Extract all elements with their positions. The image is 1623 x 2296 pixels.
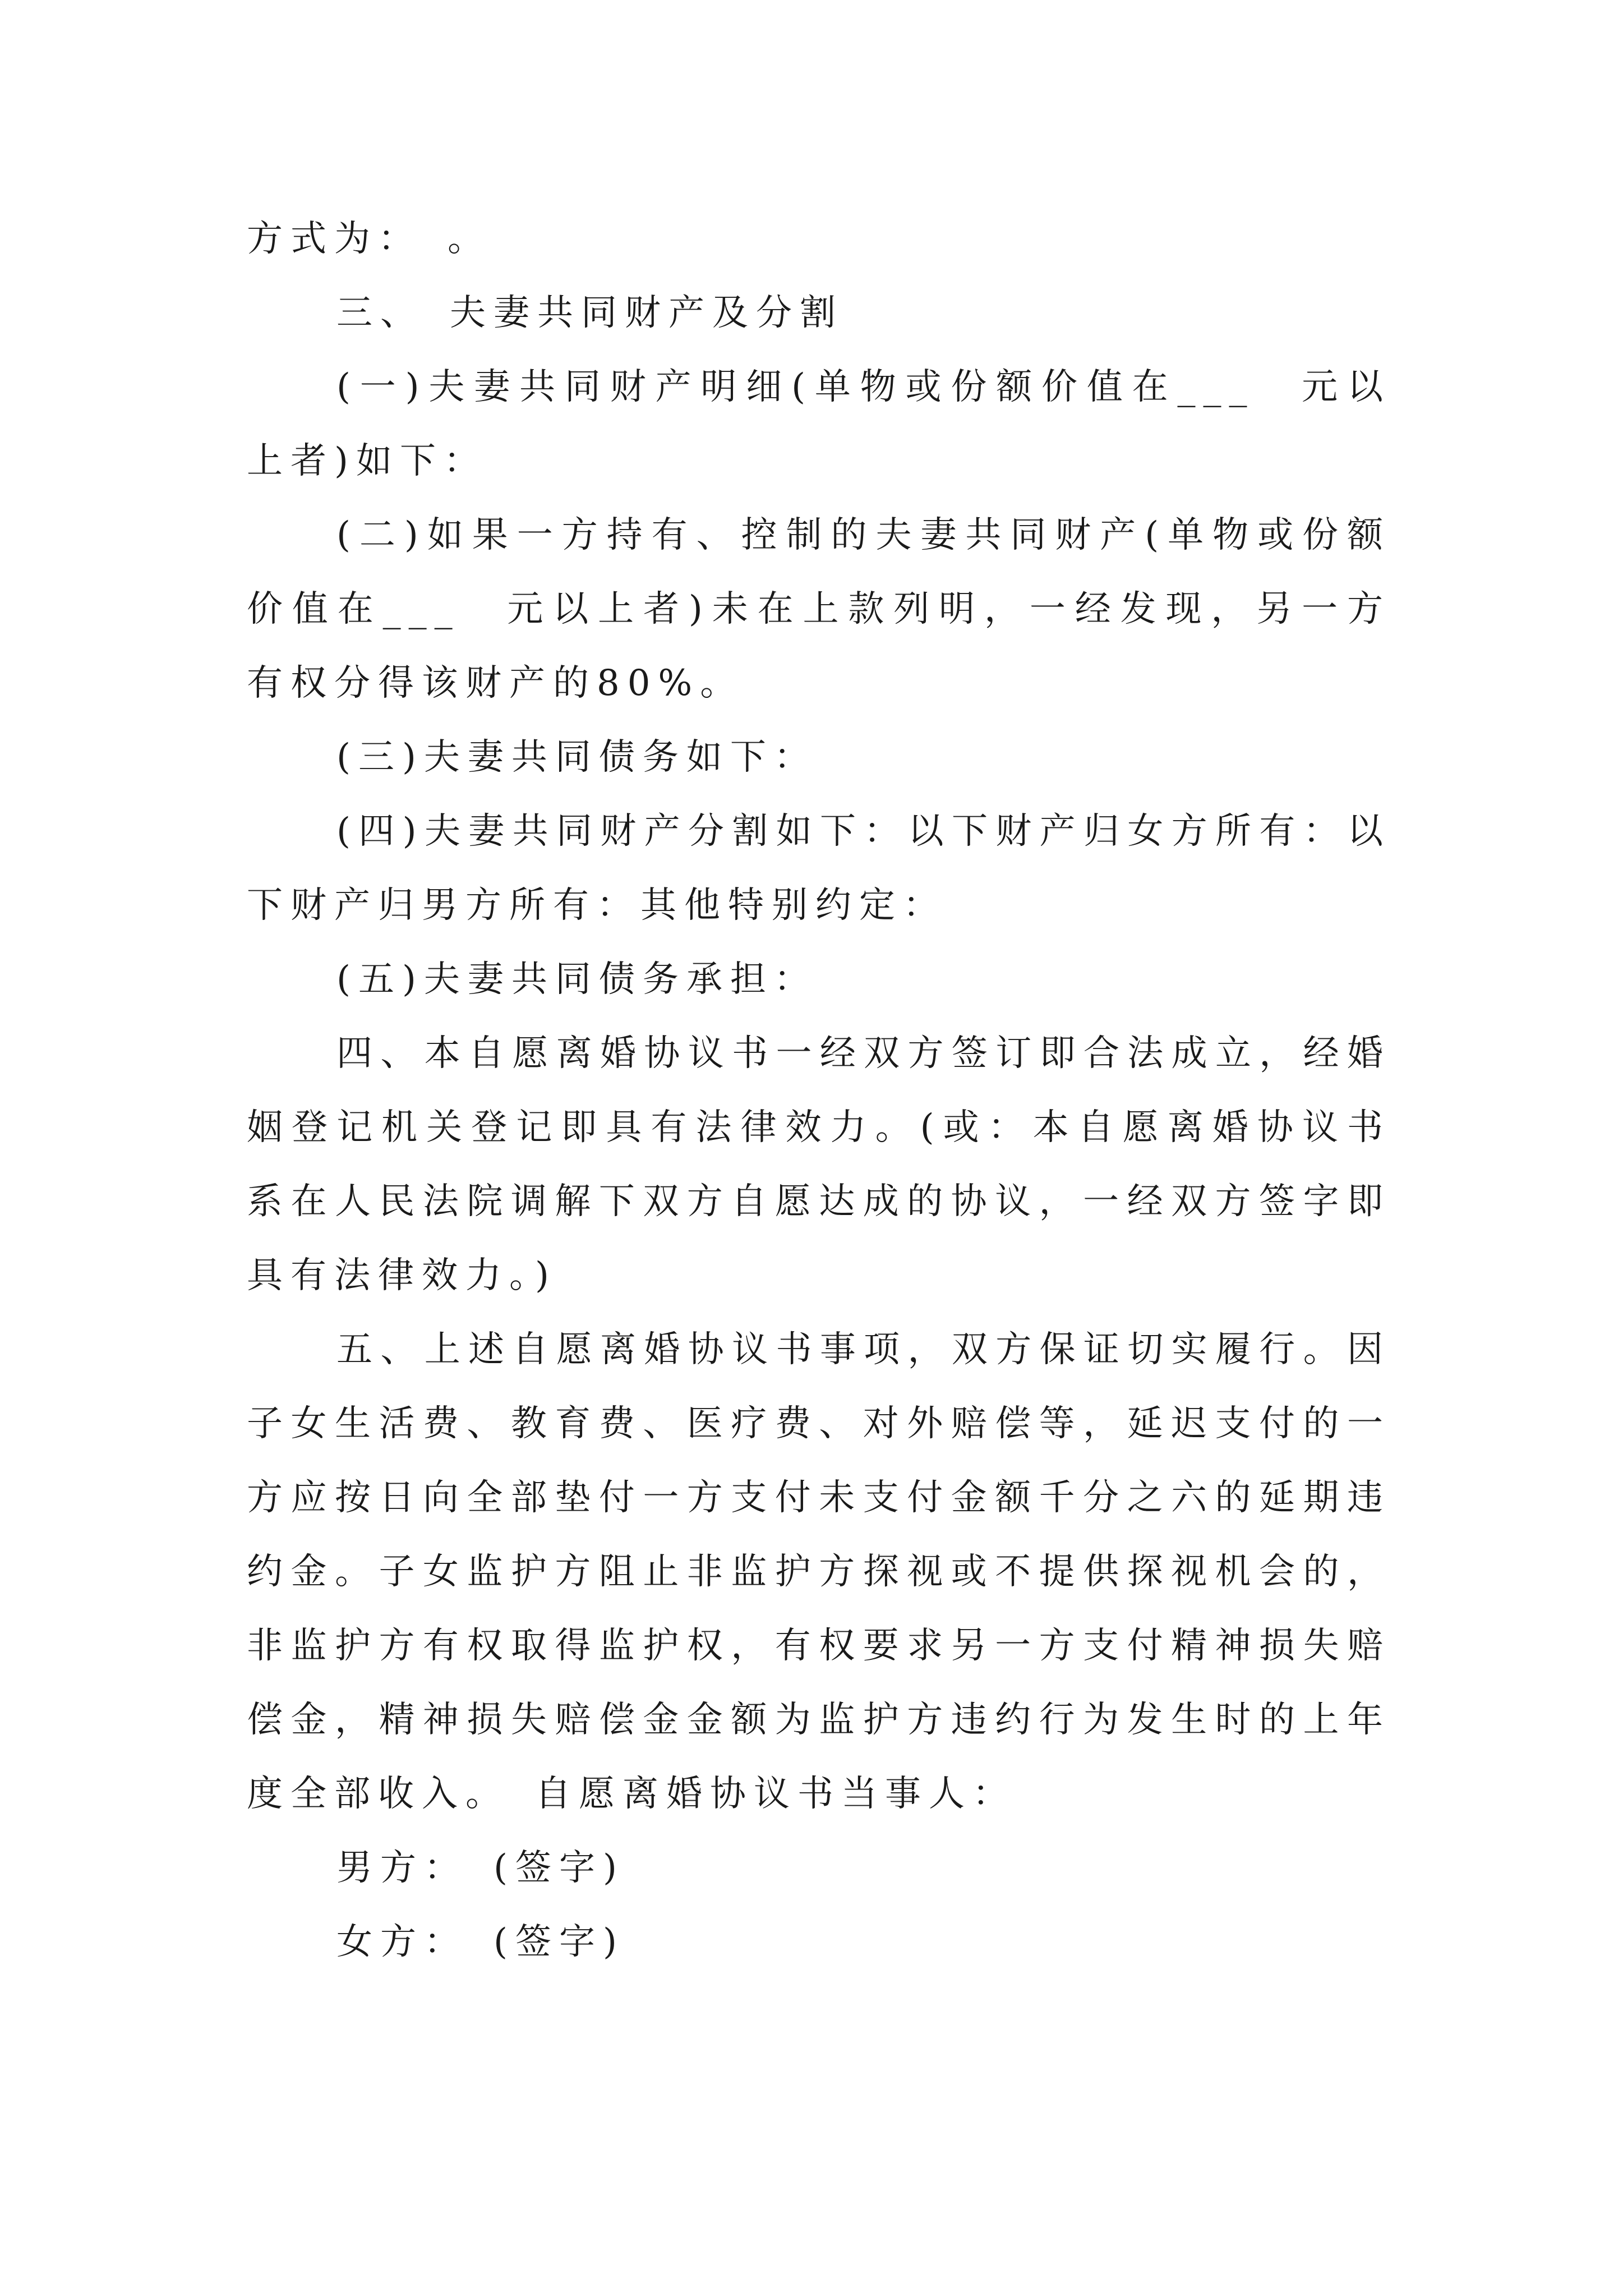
paragraph-joint-debts: (三)夫妻共同债务如下： (336, 737, 818, 778)
document-body (247, 202, 1391, 1979)
paragraph-legal-effect: 四、本自愿离婚协议书一经双方签订即合法成立，经婚姻登记机关登记即具有法律效力。(或：本自愿离婚协议书系在人民法院调解下双方自愿达成的协议，一经双方签字即具有法律效力。) (247, 1033, 1391, 1296)
signature-line-female: 女方： (签字) (336, 1921, 625, 1963)
paragraph-performance: 五、上述自愿离婚协议书事项，双方保证切实履行。因子女生活费、教育费、医疗费、对外赔偿等，延迟支付的一方应按日向全部垫付一方支付未支付金额千分之六的延期违约金。子女监护方阻止非监护方探视或不提供探视机会的，非监护方有权取得监护权，有权要求另一方支付精神损失赔偿金，精神损失赔偿金金额为监护方违约行为发生时的上年度全部收入。 自愿离婚协议书当事人： (247, 1329, 1391, 1815)
paragraph-method: 方式为： 。 (247, 218, 491, 260)
paragraph-property-list: (一)夫妻共同财产明细(单物或份额价值在___ 元以上者)如下： (247, 366, 1391, 482)
paragraph-property-division: (四)夫妻共同财产分割如下：以下财产归女方所有：以下财产归男方所有：其他特别约定： (247, 811, 1391, 926)
paragraph-undisclosed-property: (二)如果一方持有、控制的夫妻共同财产(单物或份额价值在___ 元以上者)未在上款列明，一经发现，另一方有权分得该财产的80%。 (247, 514, 1391, 704)
signature-line-male: 男方： (签字) (336, 1847, 625, 1889)
section-heading-joint-property: 三、 夫妻共同财产及分割 (336, 292, 843, 334)
paragraph-debt-bearing: (五)夫妻共同债务承担： (336, 959, 818, 1000)
